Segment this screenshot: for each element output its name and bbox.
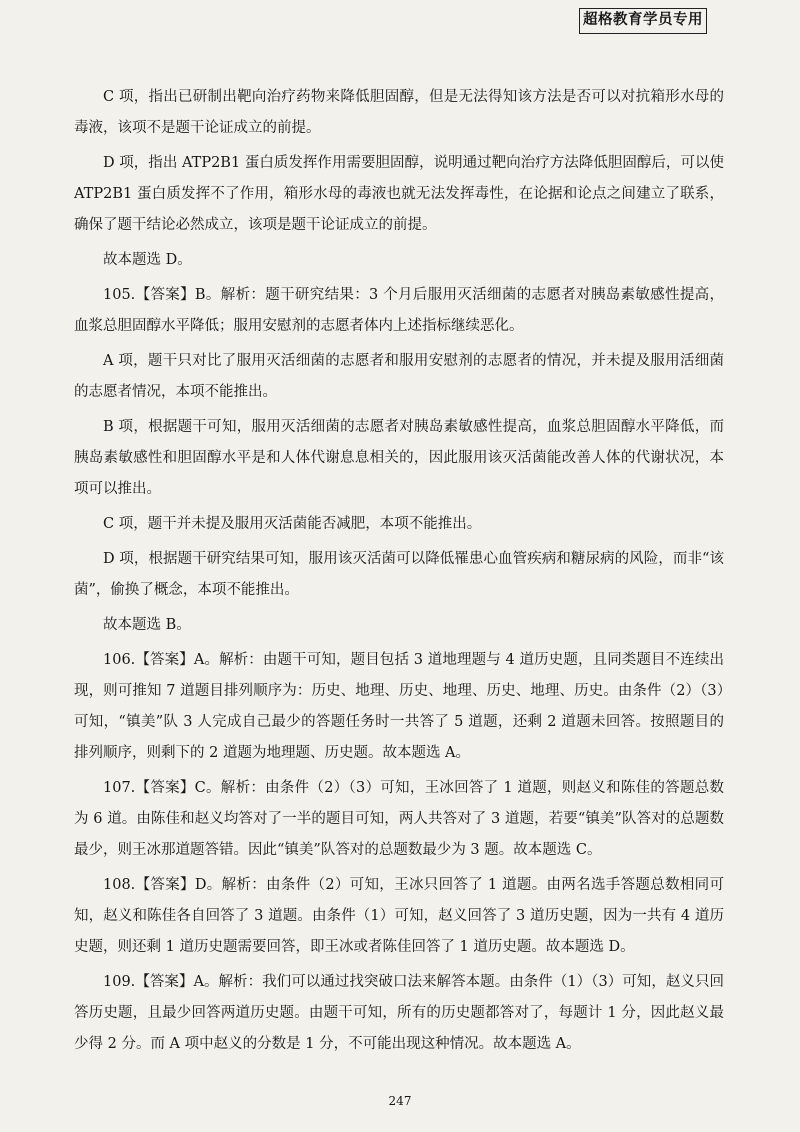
paragraph-105-option-a: A 项，题干只对比了服用灭活细菌的志愿者和服用安慰剂的志愿者的情况，并未提及服用活细菌的志愿者情况，本项不能推出。	[74, 353, 724, 400]
paragraph-conclusion-105: 故本题选 B。	[103, 617, 191, 633]
paragraph-105-option-d: D 项，根据题干研究结果可知，服用该灭活菌可以降低罹患心血管疾病和糖尿病的风险，而非“该菌”，偷换了概念，本项不能推出。	[74, 551, 724, 598]
paragraph-answer-106: 106.【答案】A。解析：由题干可知，题目包括 3 道地理题与 4 道历史题，且同类题目不连续出现，则可推知 7 道题目排列顺序为：历史、地理、历史、地理、历史、地理、历史。由条件（2）（3）可知，“镇美”队 3 人完成自己最少的答题任务时一共答了 5 道题，还剩 2 道题未回答。按照题目的排列顺序，则剩下的 2 道题为地理题、历史题。故本题选 A。	[74, 652, 724, 761]
paragraph-conclusion-104: 故本题选 D。	[103, 252, 192, 268]
header-badge: 超格教育学员专用	[579, 8, 707, 34]
paragraph-answer-107: 107.【答案】C。解析：由条件（2）（3）可知，王冰回答了 1 道题，则赵义和陈佳的答题总数为 6 道。由陈佳和赵义均答对了一半的题目可知，两人共答对了 3 道题，若要“镇美”队答对的总题数最少，则王冰那道题答错。因此“镇美”队答对的总题数最少为 3 题。故本题选 C。	[74, 780, 724, 858]
paragraph-option-c-cholesterol: C 项，指出已研制出靶向治疗药物来降低胆固醇，但是无法得知该方法是否可以对抗箱形水母的毒液，该项不是题干论证成立的前提。	[74, 89, 724, 136]
paragraph-105-option-b: B 项，根据题干可知，服用灭活细菌的志愿者对胰岛素敏感性提高，血浆总胆固醇水平降低，而胰岛素敏感性和胆固醇水平是和人体代谢息息相关的，因此服用该灭活菌能改善人体的代谢状况，本项可以推出。	[74, 419, 724, 497]
page-number: 247	[388, 1094, 412, 1108]
paragraph-option-d-atp2b1: D 项，指出 ATP2B1 蛋白质发挥作用需要胆固醇，说明通过靶向治疗方法降低胆固醇后，可以使 ATP2B1 蛋白质发挥不了作用，箱形水母的毒液也就无法发挥毒性，在论据和论点之间建立了联系，确保了题干结论必然成立，该项是题干论证成立的前提。	[74, 155, 724, 233]
answer-explanations	[74, 82, 724, 1064]
paragraph-answer-108: 108.【答案】D。解析：由条件（2）可知，王冰只回答了 1 道题。由两名选手答题总数相同可知，赵义和陈佳各自回答了 3 道题。由条件（1）可知，赵义回答了 3 道历史题，因为一共有 4 道历史题，则还剩 1 道历史题需要回答，即王冰或者陈佳回答了 1 道历史题。故本题选 D。	[74, 877, 724, 955]
paragraph-answer-105: 105.【答案】B。解析：题干研究结果：3 个月后服用灭活细菌的志愿者对胰岛素敏感性提高，血浆总胆固醇水平降低；服用安慰剂的志愿者体内上述指标继续恶化。	[74, 287, 724, 334]
paragraph-answer-109: 109.【答案】A。解析：我们可以通过找突破口法来解答本题。由条件（1）（3）可知，赵义只回答历史题，且最少回答两道历史题。由题干可知，所有的历史题都答对了，每题计 1 分，因此赵义最少得 2 分。而 A 项中赵义的分数是 1 分，不可能出现这种情况。故本题选 A。	[74, 974, 724, 1052]
paragraph-105-option-c: C 项，题干并未提及服用灭活菌能否减肥，本项不能推出。	[103, 516, 482, 532]
